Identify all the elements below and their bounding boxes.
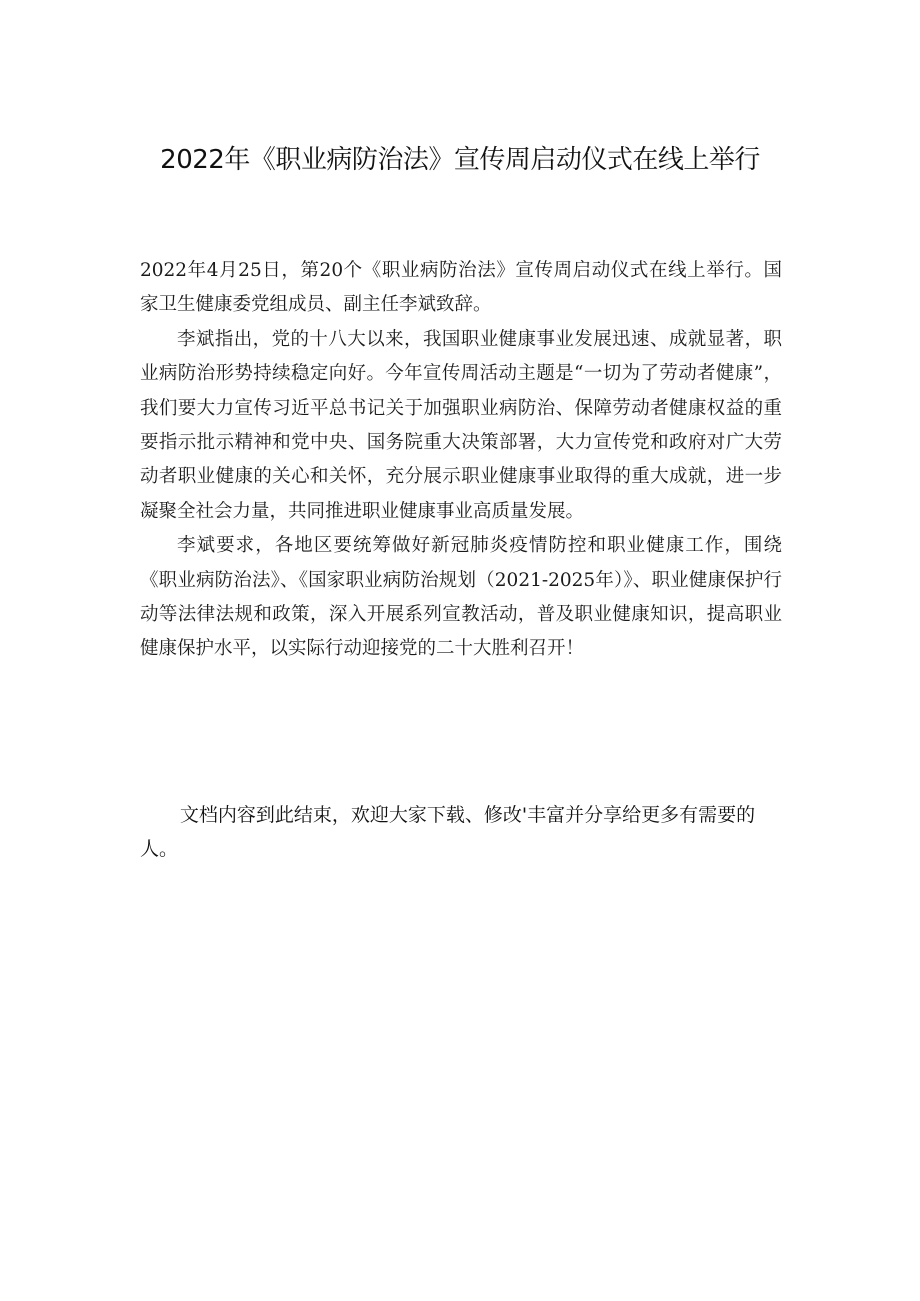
document-body bbox=[140, 254, 782, 667]
closing-note: 文档内容到此结束，欢迎大家下载、修改'丰富并分享给更多有需要的人。 bbox=[140, 804, 756, 860]
paragraph-3: 李斌要求，各地区要统筹做好新冠肺炎疫情防控和职业健康工作，围绕《职业病防治法》、《国家职业病防治规划（2021-2025年）》、职业健康保护行动等法律法规和政策，深入开展系列宣教活动，普及职业健康知识，提高职业健康保护水平，以实际行动迎接党的二十大胜利召开！ bbox=[140, 535, 782, 660]
paragraph-1: 2022年4月25日，第20个《职业病防治法》宣传周启动仪式在线上举行。国家卫生健康委党组成员、副主任李斌致辞。 bbox=[140, 260, 782, 316]
document-title: 2022年《职业病防治法》宣传周启动仪式在线上举行 bbox=[160, 145, 760, 175]
paragraph-2: 李斌指出，党的十八大以来，我国职业健康事业发展迅速、成就显著，职业病防治形势持续稳定向好。今年宣传周活动主题是“一切为了劳动者健康”，我们要大力宣传习近平总书记关于加强职业病防治、保障劳动者健康权益的重要指示批示精神和党中央、国务院重大决策部署，大力宣传党和政府对广大劳动者职业健康的关心和关怀，充分展示职业健康事业取得的重大成就，进一步凝聚全社会力量，共同推进职业健康事业高质量发展。 bbox=[140, 328, 782, 522]
